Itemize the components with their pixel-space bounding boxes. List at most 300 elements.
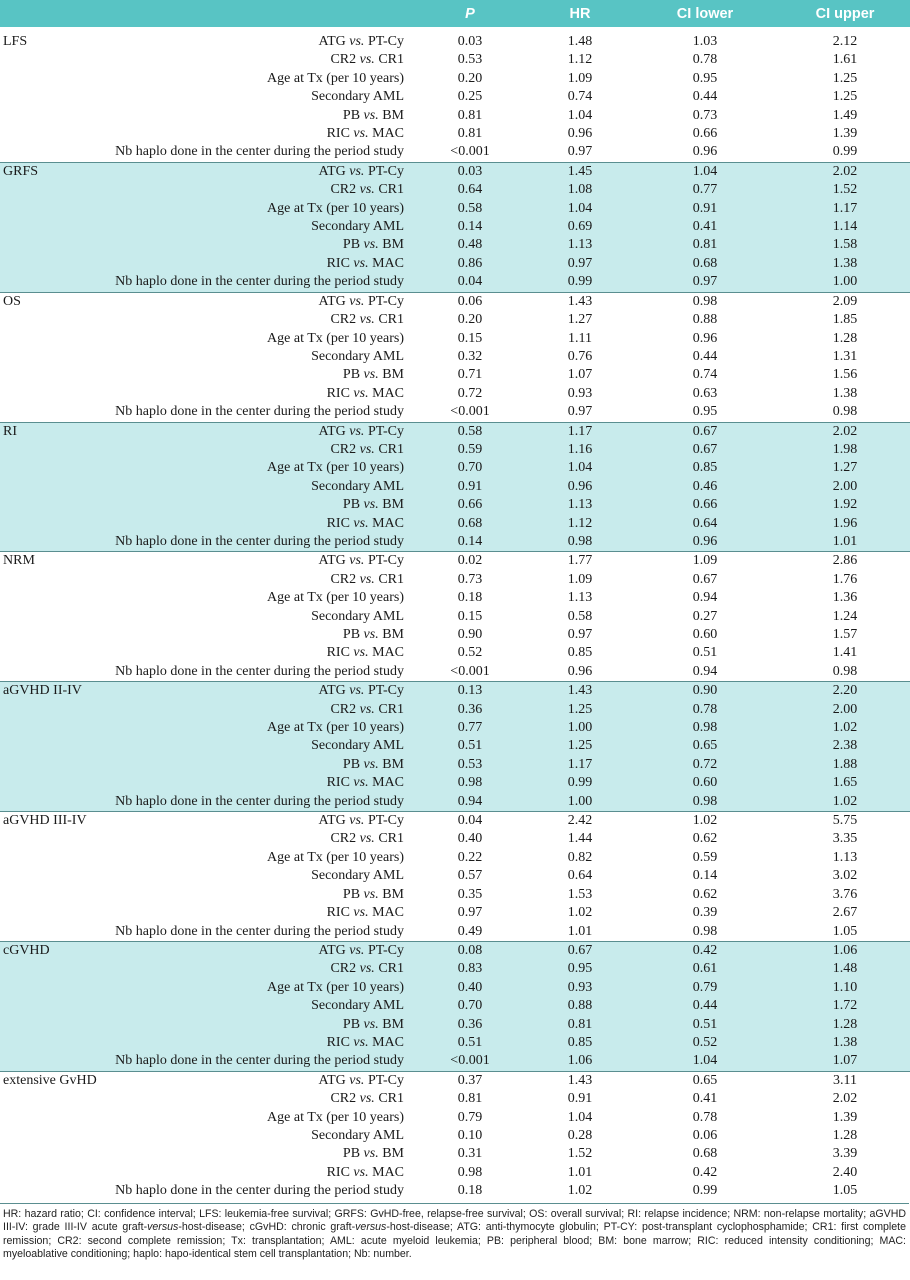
hr-value: 0.76: [567, 348, 593, 364]
table-row: [0, 273, 910, 292]
p-value: 0.90: [457, 627, 483, 642]
hr-value: 1.00: [530, 719, 630, 737]
ci-upper-value: 1.14: [780, 218, 910, 236]
variable-label: PB vs. BM: [342, 886, 404, 902]
hr-value: 0.96: [567, 663, 593, 679]
hr-value: 1.01: [567, 1164, 593, 1180]
ci-upper-value: 1.05: [832, 923, 858, 939]
outcome-label: [0, 663, 108, 682]
variable-label: PB vs. BM: [108, 496, 410, 514]
ci-upper-value: 0.98: [832, 663, 858, 679]
ci-lower-value: 0.61: [630, 960, 780, 978]
variable-label: Nb haplo done in the center during the period study: [115, 1183, 404, 1199]
variable-label: Nb haplo done in the center during the period study: [115, 923, 404, 939]
ci-upper-value: 2.00: [780, 478, 910, 496]
ci-lower-value: 0.66: [692, 126, 718, 142]
table-body: [0, 27, 910, 1201]
table-row: [0, 1127, 910, 1145]
p-value: 0.06: [410, 292, 530, 311]
p-value: <0.001: [450, 144, 490, 160]
hr-value: 1.44: [567, 831, 593, 847]
outcome-label: [0, 515, 108, 533]
table-row: [0, 218, 910, 236]
outcome-label: NRM: [0, 552, 108, 571]
ci-upper-value: 3.39: [832, 1146, 858, 1162]
variable-label: CR2 vs. CR1: [330, 831, 404, 847]
table-row: [0, 1016, 910, 1034]
p-value: 0.08: [410, 941, 530, 960]
ci-upper-value: 3.11: [780, 1071, 910, 1090]
variable-label: Secondary AML: [311, 348, 404, 364]
ci-upper-value: 1.28: [832, 330, 858, 346]
variable-label: ATG vs. PT-Cy: [318, 34, 404, 49]
table-row: [0, 1145, 910, 1163]
p-value: 0.32: [457, 348, 483, 364]
outcome-label: [0, 793, 108, 812]
variable-label: Nb haplo done in the center during the period study: [108, 793, 410, 812]
table-row: [0, 1071, 910, 1090]
variable-label: RIC vs. MAC: [108, 1034, 410, 1052]
hr-value: 0.97: [530, 255, 630, 273]
variable-label: Nb haplo done in the center during the period study: [108, 533, 410, 552]
table-row: [0, 830, 910, 848]
table-row: [0, 125, 910, 143]
p-value: 0.13: [410, 682, 530, 701]
table-row: [0, 70, 910, 88]
variable-label: PB vs. BM: [108, 756, 410, 774]
hr-value: 1.43: [530, 1071, 630, 1090]
table-row: [0, 330, 910, 348]
table-row: [0, 51, 910, 69]
ci-upper-value: 5.75: [780, 812, 910, 831]
hr-value: 0.85: [567, 645, 593, 661]
table-row: [0, 589, 910, 607]
ci-lower-value: 0.90: [630, 682, 780, 701]
outcome-label: RI: [0, 422, 108, 441]
hr-value: 0.91: [567, 1091, 593, 1107]
ci-lower-value: 1.09: [630, 552, 780, 571]
variable-label: Nb haplo done in the center during the period study: [108, 1052, 410, 1071]
outcome-label: [0, 960, 108, 978]
p-value: 0.36: [410, 701, 530, 719]
hr-value: 0.97: [567, 627, 593, 642]
variable-label: RIC vs. MAC: [326, 645, 404, 661]
ci-lower-value: 0.65: [630, 1071, 780, 1090]
variable-label: Age at Tx (per 10 years): [267, 849, 404, 865]
hr-value: 1.07: [567, 367, 593, 383]
p-value: 0.97: [457, 905, 483, 921]
hr-value: 1.13: [567, 590, 593, 606]
ci-lower-value: 0.98: [630, 292, 780, 311]
ci-upper-value: 1.41: [832, 645, 858, 661]
p-value: 0.51: [410, 1034, 530, 1052]
ci-lower-value: 0.41: [630, 218, 780, 236]
outcome-label: [0, 1127, 108, 1145]
variable-label: CR2 vs. CR1: [108, 441, 410, 459]
variable-label: Age at Tx (per 10 years): [108, 459, 410, 477]
ci-lower-value: 0.79: [630, 979, 780, 997]
ci-upper-value: 2.86: [780, 552, 910, 571]
p-value: 0.81: [457, 107, 483, 123]
ci-lower-value: 0.41: [692, 1091, 718, 1107]
table-row: [0, 403, 910, 422]
variable-label: ATG vs. PT-Cy: [108, 162, 410, 181]
hr-value: 1.04: [567, 1109, 593, 1125]
p-value: <0.001: [450, 404, 490, 420]
table-row: [0, 366, 910, 384]
table-footnote: HR: hazard ratio; CI: confidence interval; LFS: leukemia-free survival; GRFS: GvHD-free, relapse-free survival; OS: overall survival; RI: relapse incidence; NRM: non-relapse mortality; aGVHD III-IV: grade III-IV acute graft-versus-host-disease; cGvHD: chronic graft-versus-host-disease; ATG: anti-thymocyte globulin; PT-CY: post-transplant cyclophosphamide; CR1: first complete remission; CR2: second complete remission; Tx: transplantation; AML: acute myeloid leukemia; PB: peripheral blood; BM: bone marrow; RIC: reduced intensity conditioning; MAC: myeloablative conditioning; haplo: hapo-identical stem cell transplantation; Nb: number.: [0, 1203, 909, 1262]
table-row: [0, 181, 910, 199]
ci-upper-value: 1.07: [780, 1052, 910, 1071]
ci-lower-value: 0.44: [692, 348, 718, 364]
outcome-label: [0, 459, 108, 477]
hr-value: 2.42: [530, 812, 630, 831]
outcome-label: [0, 143, 108, 162]
variable-label: Nb haplo done in the center during the period study: [115, 663, 404, 679]
p-value: 0.68: [410, 515, 530, 533]
variable-label: ATG vs. PT-Cy: [108, 812, 410, 831]
table-row: [0, 1164, 910, 1182]
variable-label: Secondary AML: [108, 218, 410, 236]
outcome-label: [0, 330, 108, 348]
table-row: [0, 812, 910, 831]
variable-label: ATG vs. PT-Cy: [108, 552, 410, 571]
variable-label: PB vs. BM: [342, 107, 404, 123]
ci-lower-value: 0.64: [630, 515, 780, 533]
p-value: 0.79: [457, 1109, 483, 1125]
variable-label: CR2 vs. CR1: [330, 52, 404, 68]
outcome-label: [0, 348, 108, 366]
outcome-label: [0, 1109, 108, 1127]
p-value: 0.58: [410, 200, 530, 218]
hr-value: 0.99: [530, 273, 630, 292]
outcome-label: [0, 218, 108, 236]
table-row: [0, 552, 910, 571]
variable-label: Secondary AML: [311, 1127, 404, 1143]
outcome-label: [0, 608, 108, 626]
ci-upper-value: 3.76: [832, 886, 858, 902]
p-value: 0.81: [457, 126, 483, 142]
table-row: [0, 422, 910, 441]
hr-value: 0.93: [530, 979, 630, 997]
variable-label: Secondary AML: [108, 478, 410, 496]
outcome-label: [0, 311, 108, 329]
p-value: 0.83: [410, 960, 530, 978]
table-row: [0, 348, 910, 366]
ci-upper-value: 1.39: [832, 126, 858, 142]
outcome-label: [0, 51, 108, 69]
hr-value: 1.04: [530, 200, 630, 218]
variable-label: Secondary AML: [108, 997, 410, 1015]
variable-label: Secondary AML: [311, 608, 404, 624]
p-value: <0.001: [450, 663, 490, 679]
outcome-label: LFS: [3, 34, 28, 49]
ci-upper-value: 1.48: [780, 960, 910, 978]
variable-label: Secondary AML: [108, 737, 410, 755]
table-row: [0, 441, 910, 459]
header-row: [0, 0, 910, 27]
ci-upper-value: 1.38: [780, 1034, 910, 1052]
ci-lower-value: 0.68: [630, 255, 780, 273]
ci-lower-value: 0.63: [692, 385, 718, 401]
ci-lower-value: 0.39: [692, 905, 718, 921]
outcome-label: [0, 478, 108, 496]
ci-upper-value: 2.02: [780, 422, 910, 441]
table-row: [0, 236, 910, 254]
p-value: 0.15: [457, 608, 483, 624]
hr-value: 1.02: [567, 905, 593, 921]
p-value: 0.20: [457, 312, 483, 328]
outcome-label: OS: [0, 292, 108, 311]
ci-upper-value: 1.96: [780, 515, 910, 533]
hr-value: 1.25: [530, 701, 630, 719]
variable-label: Nb haplo done in the center during the period study: [115, 404, 404, 420]
ci-lower-value: 0.51: [692, 645, 718, 661]
ci-upper-value: 1.56: [832, 367, 858, 383]
ci-upper-value: 2.38: [780, 737, 910, 755]
header-variable: [108, 0, 410, 27]
ci-upper-value: 2.00: [780, 701, 910, 719]
ci-lower-value: 0.68: [692, 1146, 718, 1162]
table-row: [0, 719, 910, 737]
p-value: 0.59: [410, 441, 530, 459]
p-value: 0.77: [410, 719, 530, 737]
p-value: 0.49: [457, 923, 483, 939]
variable-label: CR2 vs. CR1: [108, 960, 410, 978]
outcome-label: [0, 849, 108, 867]
hr-value: 1.12: [567, 52, 593, 68]
ci-lower-value: 0.78: [692, 52, 718, 68]
hr-value: 1.16: [530, 441, 630, 459]
outcome-label: [0, 719, 108, 737]
hr-value: 0.67: [530, 941, 630, 960]
p-value: 0.98: [410, 774, 530, 792]
ci-lower-value: 1.03: [692, 34, 718, 49]
ci-lower-value: 0.73: [692, 107, 718, 123]
hr-value: 1.08: [530, 181, 630, 199]
p-value: 0.22: [457, 849, 483, 865]
p-value: 0.14: [410, 218, 530, 236]
variable-label: PB vs. BM: [108, 1016, 410, 1034]
hr-value: 1.12: [530, 515, 630, 533]
variable-label: PB vs. BM: [342, 1146, 404, 1162]
ci-upper-value: 1.00: [780, 273, 910, 292]
table-row: [0, 608, 910, 626]
table-row: [0, 1034, 910, 1052]
ci-upper-value: 1.25: [832, 89, 858, 105]
ci-lower-value: 0.46: [630, 478, 780, 496]
ci-upper-value: 3.35: [832, 831, 858, 847]
variable-label: CR2 vs. CR1: [108, 181, 410, 199]
hr-value: 1.01: [567, 923, 593, 939]
outcome-label: [0, 626, 108, 644]
ci-lower-value: 0.78: [692, 1109, 718, 1125]
p-value: 0.15: [457, 330, 483, 346]
outcome-label: [0, 255, 108, 273]
variable-label: Age at Tx (per 10 years): [267, 1109, 404, 1125]
ci-upper-value: 0.98: [832, 404, 858, 420]
p-value: 0.31: [457, 1146, 483, 1162]
variable-label: ATG vs. PT-Cy: [108, 292, 410, 311]
table-row: [0, 941, 910, 960]
ci-upper-value: 1.28: [832, 1127, 858, 1143]
p-value: 0.03: [457, 34, 483, 49]
table-row: [0, 162, 910, 181]
table-row: [0, 923, 910, 942]
outcome-label: [0, 886, 108, 904]
variable-label: RIC vs. MAC: [108, 255, 410, 273]
variable-label: CR2 vs. CR1: [108, 701, 410, 719]
outcome-label: [0, 1090, 108, 1108]
outcome-label: [0, 441, 108, 459]
ci-lower-value: 0.94: [692, 663, 718, 679]
outcome-label: [0, 1034, 108, 1052]
p-value: 0.10: [457, 1127, 483, 1143]
ci-lower-value: 0.67: [692, 571, 718, 587]
hr-value: 1.27: [567, 312, 593, 328]
hr-value: 1.43: [530, 292, 630, 311]
outcome-label: [0, 107, 108, 125]
p-value: 0.94: [410, 793, 530, 812]
p-value: 0.37: [410, 1071, 530, 1090]
p-value: 0.48: [410, 236, 530, 254]
outcome-label: GRFS: [0, 162, 108, 181]
hr-value: 1.52: [567, 1146, 593, 1162]
outcome-label: [0, 1164, 108, 1182]
hr-value: 1.48: [567, 34, 593, 49]
variable-label: ATG vs. PT-Cy: [108, 1071, 410, 1090]
hr-value: 1.09: [567, 70, 593, 86]
ci-upper-value: 2.02: [780, 162, 910, 181]
ci-upper-value: 1.65: [780, 774, 910, 792]
ci-upper-value: 1.02: [780, 793, 910, 812]
table-row: [0, 496, 910, 514]
header-hr: HR: [569, 5, 591, 22]
hr-value: 1.11: [568, 330, 592, 346]
ci-lower-value: 0.97: [630, 273, 780, 292]
p-value: 0.25: [457, 89, 483, 105]
outcome-label: aGVHD III-IV: [0, 812, 108, 831]
table-row: [0, 311, 910, 329]
outcome-label: [0, 200, 108, 218]
p-value: 0.70: [410, 997, 530, 1015]
table-row: [0, 1090, 910, 1108]
ci-upper-value: 1.17: [780, 200, 910, 218]
ci-lower-value: 0.98: [630, 793, 780, 812]
p-value: 0.18: [457, 1183, 483, 1199]
outcome-label: [0, 701, 108, 719]
p-value: 0.72: [457, 385, 483, 401]
outcome-label: [0, 997, 108, 1015]
variable-label: PB vs. BM: [342, 627, 404, 642]
ci-upper-value: 1.58: [780, 236, 910, 254]
variable-label: Nb haplo done in the center during the period study: [115, 144, 404, 160]
hr-value: 0.97: [567, 144, 593, 160]
ci-lower-value: 1.04: [630, 162, 780, 181]
table-row: [0, 255, 910, 273]
ci-lower-value: 0.88: [692, 312, 718, 328]
ci-upper-value: 1.76: [832, 571, 858, 587]
ci-upper-value: 1.88: [780, 756, 910, 774]
hr-value: 1.00: [530, 793, 630, 812]
ci-upper-value: 1.92: [780, 496, 910, 514]
ci-upper-value: 1.98: [780, 441, 910, 459]
outcome-label: aGVHD II-IV: [0, 682, 108, 701]
variable-label: Age at Tx (per 10 years): [267, 70, 404, 86]
ci-upper-value: 2.12: [832, 34, 858, 49]
outcome-label: [0, 737, 108, 755]
hr-value: 0.74: [567, 89, 593, 105]
table-row: [0, 663, 910, 682]
p-value: 0.36: [410, 1016, 530, 1034]
ci-lower-value: 0.95: [692, 404, 718, 420]
ci-upper-value: 2.02: [832, 1091, 858, 1107]
ci-lower-value: 0.77: [630, 181, 780, 199]
hr-value: 1.45: [530, 162, 630, 181]
variable-label: CR2 vs. CR1: [330, 312, 404, 328]
p-value: 0.18: [457, 590, 483, 606]
outcome-label: [0, 756, 108, 774]
outcome-label: [0, 385, 108, 403]
outcome-label: [0, 1052, 108, 1071]
table-row: [0, 701, 910, 719]
ci-lower-value: 0.65: [630, 737, 780, 755]
table-row: [0, 478, 910, 496]
ci-lower-value: 0.51: [630, 1016, 780, 1034]
outcome-label: [0, 571, 108, 589]
ci-lower-value: 0.67: [630, 422, 780, 441]
outcome-label: [0, 70, 108, 88]
variable-label: RIC vs. MAC: [326, 126, 404, 142]
variable-label: PB vs. BM: [108, 236, 410, 254]
variable-label: RIC vs. MAC: [108, 515, 410, 533]
p-value: 0.64: [410, 181, 530, 199]
outcome-label: [0, 1182, 108, 1200]
p-value: 0.53: [410, 756, 530, 774]
p-value: 0.70: [410, 459, 530, 477]
variable-label: Age at Tx (per 10 years): [108, 719, 410, 737]
table-row: [0, 867, 910, 885]
variable-label: Age at Tx (per 10 years): [108, 200, 410, 218]
variable-label: Age at Tx (per 10 years): [267, 590, 404, 606]
variable-label: CR2 vs. CR1: [330, 571, 404, 587]
table-row: [0, 459, 910, 477]
table-row: [0, 737, 910, 755]
p-value: 0.86: [410, 255, 530, 273]
hr-value: 1.53: [567, 886, 593, 902]
ci-lower-value: 0.60: [630, 774, 780, 792]
outcome-label: [0, 236, 108, 254]
ci-upper-value: 1.02: [780, 719, 910, 737]
table-row: [0, 886, 910, 904]
table-row: [0, 107, 910, 125]
ci-upper-value: 2.67: [832, 905, 858, 921]
hr-value: 1.17: [530, 756, 630, 774]
outcome-label: [0, 273, 108, 292]
p-value: 0.40: [410, 979, 530, 997]
ci-upper-value: 1.31: [832, 348, 858, 364]
ci-upper-value: 1.28: [780, 1016, 910, 1034]
table-row: [0, 682, 910, 701]
ci-lower-value: 0.98: [630, 719, 780, 737]
p-value: 0.81: [457, 1091, 483, 1107]
ci-lower-value: 0.94: [692, 590, 718, 606]
variable-label: RIC vs. MAC: [108, 774, 410, 792]
header-p: P: [465, 5, 475, 22]
header-ci-lower: CI lower: [676, 5, 734, 22]
p-value: 0.40: [457, 831, 483, 847]
table-row: [0, 27, 910, 51]
